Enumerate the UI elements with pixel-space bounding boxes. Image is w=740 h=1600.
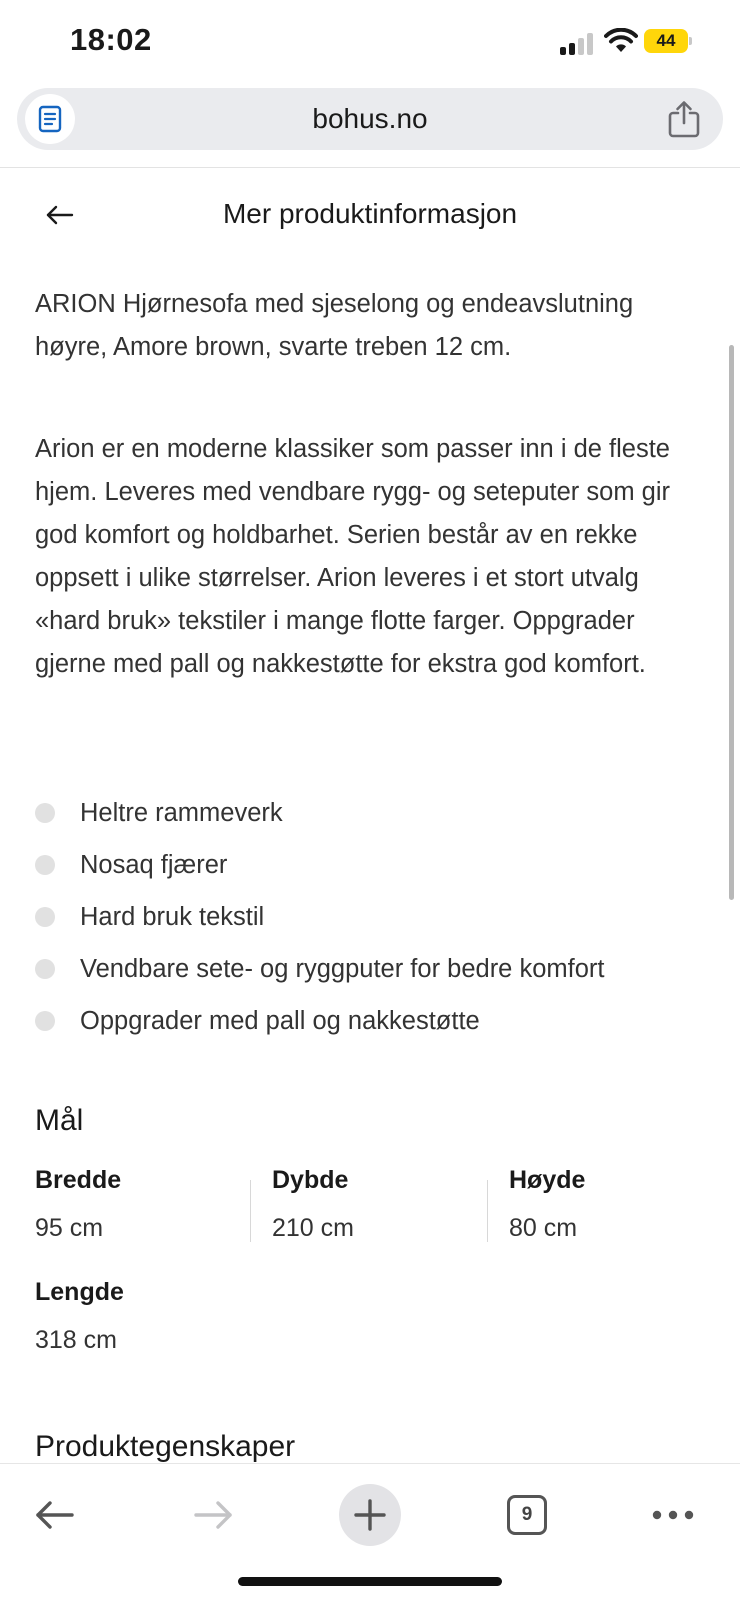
feature-text: Hard bruk tekstil: [80, 903, 265, 931]
bullet-icon: [35, 959, 55, 979]
battery-level: 44: [656, 31, 676, 50]
dimension-value: 95 cm: [35, 1214, 104, 1242]
tabs-button[interactable]: [496, 1484, 558, 1546]
dimensions-table: [35, 1166, 710, 1276]
page-title: Mer produktinformasjon: [222, 198, 518, 229]
address-bar[interactable]: [17, 88, 723, 150]
dimension-value: 318 cm: [35, 1326, 117, 1354]
dimension-label: Lengde: [35, 1278, 124, 1306]
battery-icon: [644, 29, 692, 53]
scroll-indicator[interactable]: [729, 345, 734, 900]
list-item: [35, 943, 710, 995]
list-item: [35, 891, 710, 943]
reader-mode-button[interactable]: [25, 94, 75, 144]
list-item: [35, 787, 710, 839]
dimension-height: [509, 1166, 585, 1243]
dimension-value: 210 cm: [272, 1214, 354, 1242]
status-bar: [0, 0, 740, 84]
back-arrow-icon: [34, 1499, 76, 1531]
list-item: [35, 995, 710, 1047]
bullet-icon: [35, 907, 55, 927]
share-icon[interactable]: [667, 100, 701, 138]
bullet-icon: [35, 855, 55, 875]
forward-button[interactable]: [182, 1484, 244, 1546]
intro-paragraph: ARION Hjørnesofa med sjeselong og endeavslutning høyre, Amore brown, svarte treben 12 cm.: [35, 290, 634, 361]
bullet-icon: [35, 803, 55, 823]
product-description: [35, 283, 710, 686]
header-divider: [0, 167, 740, 168]
list-item: [35, 839, 710, 891]
more-button[interactable]: [642, 1484, 704, 1546]
more-dots-icon: [652, 1510, 694, 1520]
new-tab-button[interactable]: [339, 1484, 401, 1546]
cellular-signal-icon: [560, 33, 596, 55]
wifi-icon: [604, 28, 638, 54]
home-indicator: [238, 1577, 502, 1586]
description-paragraph: Arion er en moderne klassiker som passer inn i de fleste hjem. Leveres med vendbare rygg- og seteputer som gir god komfort og holdbarhet. Serien består av en rekke oppsett i ulike størrelser. Arion leveres i et stort utvalg «hard bruk» tekstiler i mange flotte farger. Oppgrader gjerne med pall og nakkestøtte for ekstra god komfort.: [35, 435, 670, 678]
properties-title: Produktegenskaper: [35, 1430, 296, 1463]
dimension-divider: [487, 1180, 488, 1242]
url-text[interactable]: bohus.no: [312, 103, 428, 134]
dimensions-title: Mål: [35, 1104, 84, 1137]
tab-count: 9: [507, 1495, 547, 1535]
feature-list: [35, 787, 710, 1047]
dimension-value: 80 cm: [509, 1214, 578, 1242]
feature-text: Heltre rammeverk: [80, 799, 283, 827]
plus-icon: [353, 1498, 387, 1532]
dimension-label: Bredde: [35, 1166, 122, 1194]
back-button[interactable]: [24, 1484, 86, 1546]
dimension-label: Dybde: [272, 1166, 349, 1194]
forward-arrow-icon: [192, 1499, 234, 1531]
dimension-divider: [250, 1180, 251, 1242]
dimension-label: Høyde: [509, 1166, 586, 1194]
feature-text: Oppgrader med pall og nakkestøtte: [80, 1007, 480, 1035]
dimension-width: [35, 1166, 121, 1243]
dimension-depth: [272, 1166, 354, 1243]
feature-text: Nosaq fjærer: [80, 851, 228, 879]
status-time: 18:02: [70, 22, 152, 57]
feature-text: Vendbare sete- og ryggputer for bedre komfort: [80, 955, 605, 983]
dimension-length: [35, 1278, 124, 1355]
bullet-icon: [35, 1011, 55, 1031]
reader-mode-icon: [38, 105, 62, 133]
